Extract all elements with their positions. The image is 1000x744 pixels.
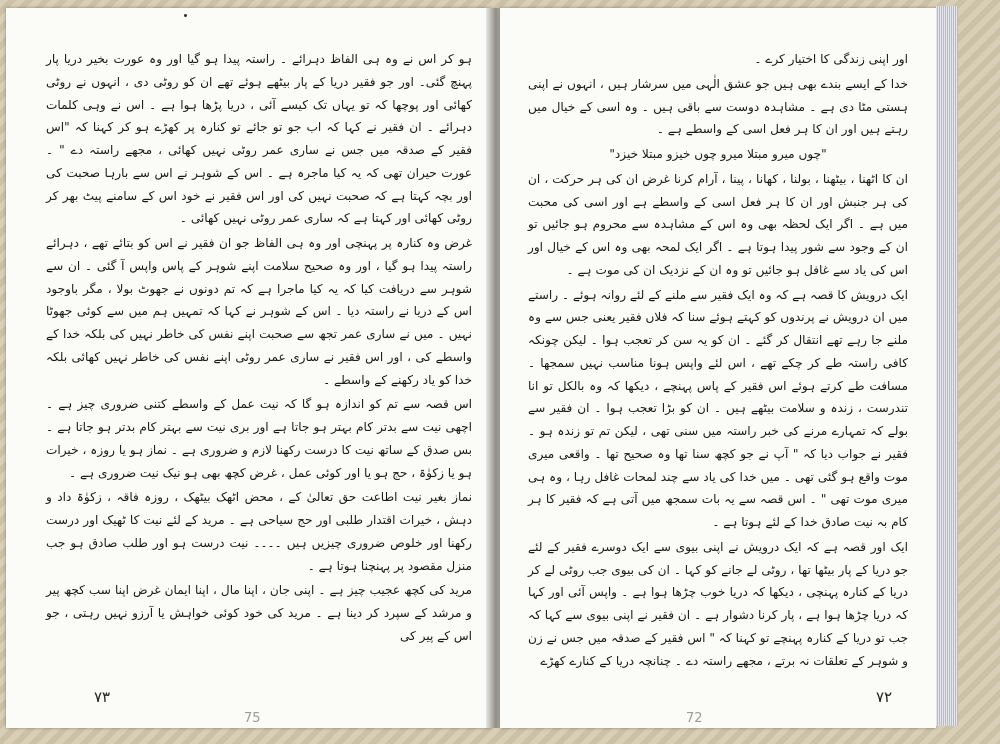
paragraph: ہو کر اس نے وہ ہی الفاظ دہرائے ۔ راستہ پیدا ہو گیا اور وہ عورت بخیر دریا پار پہنچ گئی۔ اور جو فقیر دریا کے پار بیٹھے ہوئے تھے ان کو روٹی دی ، انہوں نے روٹی کھائی اور پوچھا کہ تو یہاں تک کیسے آئی ، دریا پڑھا ہوا ہے ۔ اس نے وہی کلمات دہرائے ۔ ان فقیر نے کہا کہ اب جو تو جائے تو کنارہ پر کھڑے ہو کر کہنا کہ "اس فقیر کے صدقہ میں جس نے ساری عمر روٹی نہیں کھائی ، مجھے راستہ دے " ۔ عورت حیران تھی کہ یہ کیا ماجرہ ہے ۔ اس کے شوہر نے اس سے بارہا صحبت کی اور بچہ کہتا ہے کہ صحبت نہیں کی اور اس فقیر نے خود اس کے سامنے پیٹ بھر کر روٹی کھائی اور کہتا ہے کہ ساری عمر روٹی نہیں کھائی ۔	[46, 52, 472, 226]
left-page	[6, 8, 492, 728]
page-stamp: 75	[244, 711, 261, 726]
paragraph: اور اپنی زندگی کا اختیار کرے ۔	[754, 52, 908, 66]
page-number: ۷۳	[94, 688, 111, 706]
paragraph: ایک اور قصہ ہے کہ ایک درویش نے اپنی بیوی سے ایک دوسرے فقیر کے لئے جو دریا کے پار بیٹھا تھا ، روٹی لے جانے کو کہا ۔ ان کی بیوی جب روٹی لے کر دریا کے کنارہ پہنچی ، دیکھا کہ دریا خوب چڑھا ہوا ہے ۔ واپس آئی اور کہا کہ دریا چڑھا ہوا ہے ، پار کرنا دشوار ہے ۔ ان فقیر نے اپنی بیوی سے کہا کہ جب تو دریا کے کنارہ پہنچے تو کہنا کہ " اس فقیر کے صدقہ میں جس نے زن و شوہر کے تعلقات نہ برتے ، مجھے راستہ دے ۔ چنانچہ دریا کے کنارے کھڑے	[528, 539, 908, 668]
paragraph: مرید کی کچھ عجیب چیز ہے ۔ اپنی جان ، اپنا مال ، اپنا ایمان غرض اپنا سب کچھ پیر و مرشد کے سپرد کر دینا ہے ۔ مرید کی خود کوئی خواہش یا آرزو نہیں رہتی ، جو اس کے پیر کی	[46, 583, 472, 643]
page-edges	[936, 6, 958, 726]
right-page	[500, 8, 936, 728]
paragraph: اس قصہ سے تم کو اندازہ ہو گا کہ نیت عمل کے واسطے کتنی ضروری چیز ہے ۔ اچھی نیت سے بدتر کام بہتر ہو جاتا ہے اور بری نیت سے بہتر کام بدتر ہو جاتا ہے ۔ بس صدق کے ساتھ نیت کا درست رکھنا لازم و ضروری ہے ۔ نماز ہو یا روزہ ، خیرات ہو یا زکوٰۃ ، حج ہو یا اور کوئی عمل ، غرض کچھ بھی ہو نیک نیت ضروری ہے ۔	[46, 397, 472, 480]
right-page-text	[528, 48, 908, 674]
paragraph: خدا کے ایسے بندے بھی ہیں جو عشق الٰہی میں سرشار ہیں ، انہوں نے اپنی ہستی مٹا دی ہے ۔ مشاہدہ دوست سے باقی ہیں ۔ وہ اسی کے خیال میں رہتے ہیں اور ان کا ہر فعل اسی کے واسطے ہے ۔	[528, 76, 908, 137]
paragraph: ایک درویش کا قصہ ہے کہ وہ ایک فقیر سے ملنے کے لئے روانہ ہوئے ۔ راستے میں ان درویش نے پرندوں کو کہتے ہوئے سنا کہ فلاں فقیر یعنی جس سے وہ ملنے جا رہے تھے انتقال کر گئے ۔ ان کو یہ سن کر تعجب ہوا ۔ لیکن چونکہ کافی راستہ طے کر چکے تھے ، اس لئے واپس ہونا مناسب نہیں سمجھا ۔ مسافت طے کرتے ہوئے اس فقیر کے پاس پہنچے ، دیکھا کہ وہ بالکل تو انا تندرست ، زندہ و سلامت بیٹھے ہیں ۔ ان کو بڑا تعجب ہوا ۔ ان فقیر سے بولے کہ تمہارے مرنے کی خبر راستہ میں سنی تھی ، لیکن تم تو زندہ ہو ۔ فقیر نے جواب دیا کہ " آپ نے جو کچھ سنا تھا وہ صحیح تھا ۔ واقعی میری موت واقع ہو گئی تھی ۔ میں خدا کی یاد سے چند لمحات غافل رہا ، وہ ہی میری موت تھی " ۔ اس قصہ سے یہ بات سمجھ میں آتی ہے کہ فقیر کا ہر کام بہ نیت صادق خدا کے لئے ہوتا ہے ۔	[528, 287, 908, 529]
left-page-text	[46, 48, 472, 650]
verse: "چوں میرو مبتلا میرو چوں خیزو مبتلا خیزد"	[609, 147, 827, 161]
paragraph: ان کا اٹھنا ، بیٹھنا ، بولنا ، کھانا ، پینا ، آرام کرنا غرض ان کی ہر حرکت ، ان کی ہر جنبش اور ان کا ہر فعل اسی کے واسطے ہے اور اسی کی محبت میں ہے ۔ اگر ایک لحظہ بھی وہ اس کے مشاہدہ سے محروم ہو جائیں تو ان کے وجود سے شور پیدا ہوتا ہے ۔ اگر ایک لمحہ بھی وہ اس کے خیال اور اس کی یاد سے غافل ہو جائیں تو وہ ان کے نزدیک ان کی موت ہے ۔	[528, 171, 908, 277]
ink-dot	[184, 14, 187, 17]
page-stamp: 72	[686, 711, 703, 726]
paragraph: نماز بغیر نیت اطاعت حق تعالیٰ کے ، محض اٹھک بیٹھک ، روزہ فاقہ ، زکوٰۃ داد و دہش ، خیرات اقتدار طلبی اور حج سیاحی ہے ۔ مرید کے لئے نیت کا ٹھیک اور درست رکھنا اور خلوص ضروری چیزیں ہیں ۔۔۔۔ نیت درست ہو اور طلب صادق ہو جب منزل مقصود پر پہنچنا ہوتا ہے ۔	[46, 490, 472, 573]
paragraph: غرض وہ کنارہ پر پہنچی اور وہ ہی الفاظ جو ان فقیر نے اس کو بتائے تھے ، دہرائے راستہ پیدا ہو گیا ، اور وہ صحیح سلامت اپنے شوہر کے پاس واپس آ گئی ۔ ان سے شوہر سے دریافت کیا کہ یہ کیا ماجرا ہے کہ تم دونوں نے جھوٹ بولا ، مگر باوجود اس کے دریا نے راستہ دیا ۔ اس کے شوہر نے کہا کہ تمہیں ہم میں سے کوئی جھوٹا نہیں ۔ میں نے ساری عمر تجھ سے صحبت اپنے نفس کی خاطر نہیں کی بلکہ خدا کے واسطے کی ، اور اس فقیر نے ساری عمر روٹی اپنے نفس کی خاطر نہیں کھائی بلکہ خدا کو یاد رکھنے کے واسطے ۔	[46, 236, 472, 387]
page-number: ۷۲	[876, 688, 893, 706]
